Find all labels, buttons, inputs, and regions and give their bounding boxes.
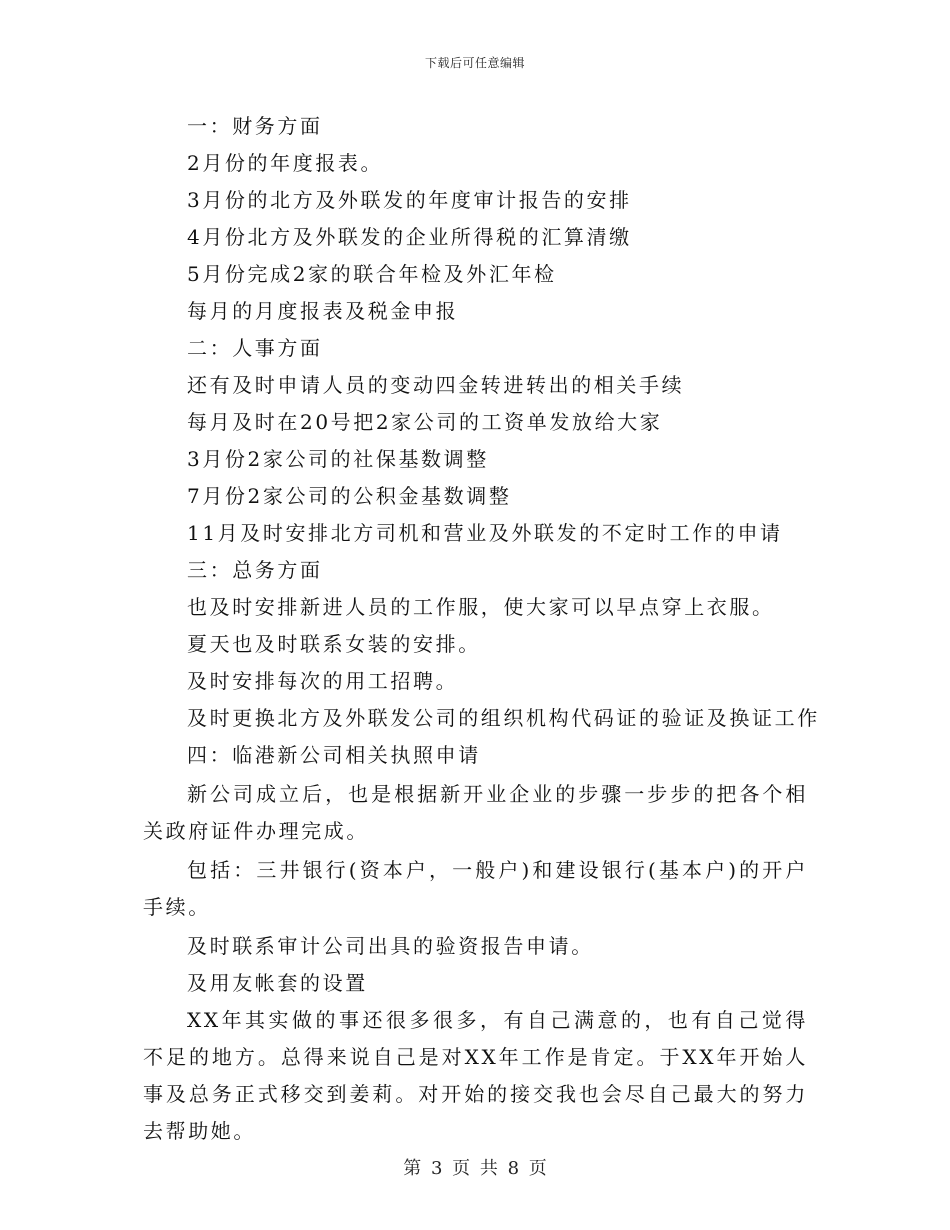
body-line: 7月份2家公司的公积金基数调整 <box>187 484 512 508</box>
body-line: 3月份2家公司的社保基数调整 <box>187 447 489 471</box>
body-paragraph: 及时联系审计公司出具的验资报告申请。 <box>187 934 594 958</box>
body-line: 3月份的北方及外联发的年度审计报告的安排 <box>187 188 632 212</box>
body-paragraph: 包括：三井银行(资本户，一般户)和建设银行(基本户)的开户手续。 <box>143 858 808 919</box>
body-line: 夏天也及时联系女装的安排。 <box>187 632 481 656</box>
body-line: 4月份北方及外联发的企业所得税的汇算清缴 <box>187 225 632 249</box>
page-header-note: 下载后可任意编辑 <box>424 56 525 70</box>
section-heading-lingang-license: 四：临港新公司相关执照申请 <box>187 743 481 767</box>
body-line: 11月及时安排北方司机和营业及外联发的不定时工作的申请 <box>187 521 783 545</box>
body-line: 2月份的年度报表。 <box>187 151 384 175</box>
section-heading-finance: 一：财务方面 <box>187 114 323 138</box>
summary-paragraph: XX年其实做的事还很多很多，有自己满意的，也有自己觉得不足的地方。总得来说自己是对XX年工作是肯定。于XX年开始人事及总务正式移交到姜莉。对开始的接交我也会尽自己最大的努力去帮助她。 <box>143 1008 808 1143</box>
body-line: 还有及时申请人员的变动四金转进转出的相关手续 <box>187 373 685 397</box>
body-paragraph: 新公司成立后，也是根据新开业企业的步骤一步步的把各个相关政府证件办理完成。 <box>143 782 808 843</box>
body-line: 及时安排每次的用工招聘。 <box>187 669 459 693</box>
body-line: 也及时安排新进人员的工作服，使大家可以早点穿上衣服。 <box>187 595 775 619</box>
section-heading-general-affairs: 三：总务方面 <box>187 558 323 582</box>
page-number-footer: 第 3 页 共 8 页 <box>403 1158 547 1179</box>
section-heading-personnel: 二：人事方面 <box>187 336 323 360</box>
body-line: 及时更换北方及外联发公司的组织机构代码证的验证及换证工作 <box>187 706 820 730</box>
body-line: 5月份完成2家的联合年检及外汇年检 <box>187 262 557 286</box>
body-line: 每月及时在20号把2家公司的工资单发放给大家 <box>187 410 663 434</box>
body-paragraph: 及用友帐套的设置 <box>187 971 368 995</box>
document-body <box>143 108 820 1150</box>
body-line: 每月的月度报表及税金申报 <box>187 299 459 323</box>
